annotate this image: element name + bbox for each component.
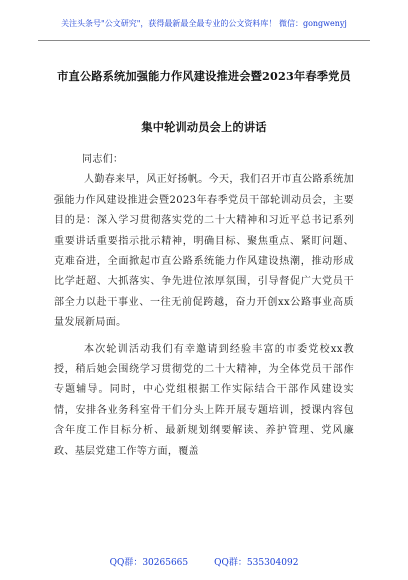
document-title-line-2: 集中轮训动员会上的讲话 [141, 120, 267, 134]
paragraph-2: 本次轮训活动我们有幸邀请到经验丰富的市委党校xx教授，稍后她会围绕学习贯彻党的二十大精神，为全体党员干部作专题辅导。同时，中心党组根据工作实际结合干部作风建设实情，安排各业务科室骨干们分头上阵开展专题培训，授课内容包含年度工作目标分析、最新规划纲要解读、养护管理、党风廉政、基层党建工作等方面，覆盖 [54, 343, 354, 457]
footer-qq-group-1: QQ群：30265665 [109, 558, 189, 568]
salutation: 同志们： [82, 154, 124, 165]
document-body [54, 150, 354, 462]
header-divider [38, 40, 370, 41]
footer-qq-group-2: QQ群：535304092 [214, 558, 299, 568]
header-banner: 关注头条号"公文研究"，获得最新最全最专业的公文资料库！ 微信：gongwenyj [61, 19, 347, 28]
document-title-line-1: 市直公路系统加强能力作风建设推进会暨2023年春季党员 [57, 69, 351, 83]
paragraph-1: 人勤春来早，风正好扬帆。今天，我们召开市直公路系统加强能力作风建设推进会暨2023年春季党员干部轮训动员会，主要目的是：深入学习贯彻落实党的二十大精神和习近平总书记系列重要讲话重要指示批示精神，明确目标、聚焦重点、紧盯问题、克难奋进，全面掀起市直公路系统能力作风建设热潮，推动形成比学赶超、大抓落实、争先进位浓厚氛围，引导督促广大党员干部全力以赴干事业、一往无前促跨越，奋力开创xx公路事业高质量发展新局面。 [54, 174, 354, 329]
footer [0, 555, 408, 568]
